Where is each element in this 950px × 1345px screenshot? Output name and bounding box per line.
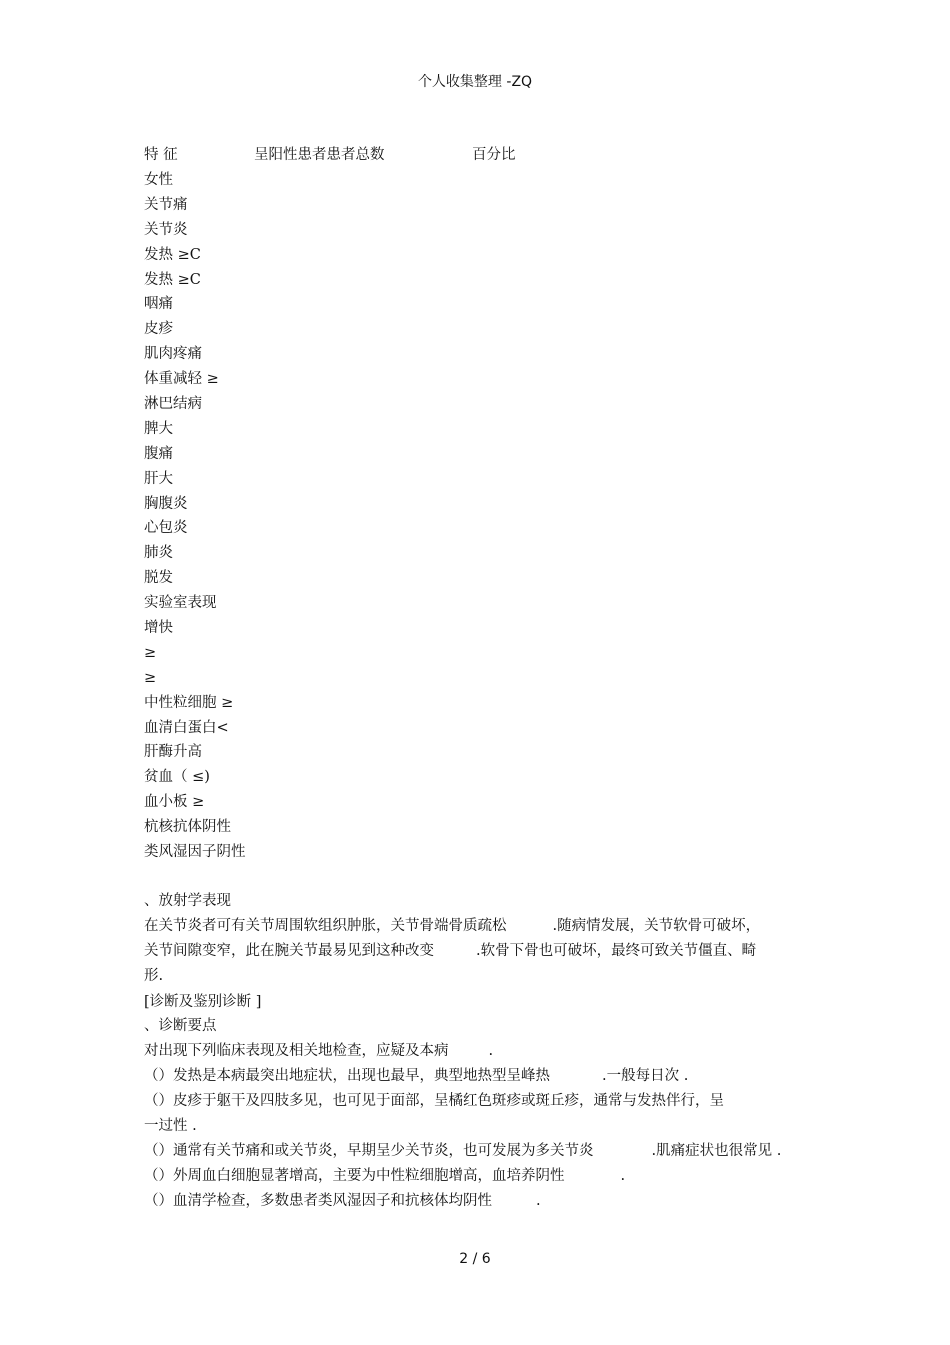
table-row: 关节炎 xyxy=(144,221,188,238)
table-row: ≥ xyxy=(144,644,157,661)
table-row: 皮疹 xyxy=(144,321,173,338)
table-row: 中性粒细胞 ≥ xyxy=(144,694,234,711)
table-row: 发热 ≥C xyxy=(144,246,201,263)
feature-list xyxy=(144,168,246,865)
table-row: 增快 xyxy=(144,620,173,637)
list-item: （）皮疹于躯干及四肢多见，也可见于面部，呈橘红色斑疹或斑丘疹，通常与发热伴行，呈 xyxy=(144,1093,724,1109)
table-row: 肌肉疼痛 xyxy=(144,346,202,363)
list-item: （）外周血白细胞显著增高，主要为中性粒细胞增高，血培养阴性 . xyxy=(144,1168,626,1184)
table-row: 关节痛 xyxy=(144,196,188,213)
paragraph-line: 一过性 . xyxy=(144,1118,197,1134)
table-row: 肝大 xyxy=(144,470,173,487)
column-header-positive-count: 呈阳性患者患者总数 xyxy=(254,147,385,163)
table-row: 脱发 xyxy=(144,570,173,587)
paragraph-line: 在关节炎者可有关节周围软组织肿胀，关节骨端骨质疏松 .随病情发展，关节软骨可破坏， xyxy=(144,918,761,934)
paragraph-line: 对出现下列临床表现及相关地检查，应疑及本病 . xyxy=(144,1043,494,1059)
column-header-feature: 特 征 xyxy=(144,147,178,163)
list-item: （）血清学检查，多数患者类风湿因子和抗核体均阴性 . xyxy=(144,1193,541,1209)
table-row: 心包炎 xyxy=(144,520,188,537)
table-row: 肺炎 xyxy=(144,545,173,562)
section-radiology-title: 、放射学表现 xyxy=(144,893,231,909)
paragraph-line: 形. xyxy=(144,968,164,984)
list-item: （）发热是本病最突出地症状，出现也最早，典型地热型呈峰热 .一般每日次 . xyxy=(144,1068,689,1084)
column-header-percentage: 百分比 xyxy=(472,147,516,163)
table-row: 脾大 xyxy=(144,420,173,437)
table-row: 体重减轻 ≥ xyxy=(144,371,219,388)
table-row: 肝酶升高 xyxy=(144,744,202,761)
table-row: 胸腹炎 xyxy=(144,495,188,512)
table-row: ≥ xyxy=(144,669,157,686)
section-diagnosis-title: [诊断及鉴别诊断 ] xyxy=(144,994,262,1010)
table-row: 发热 ≥C xyxy=(144,271,201,288)
table-row: 血清白蛋白< xyxy=(144,719,229,736)
page-number: 2 / 6 xyxy=(459,1251,491,1267)
table-row: 杭核抗体阴性 xyxy=(144,819,231,836)
paragraph-line: 关节间隙变窄，此在腕关节最易见到这种改变 .软骨下骨也可破坏，最终可致关节僵直、畸 xyxy=(144,943,757,959)
table-row: 血小板 ≥ xyxy=(144,794,205,811)
table-row: 咽痛 xyxy=(144,296,173,313)
table-row: 腹痛 xyxy=(144,445,173,462)
table-row: 贫血（ ≤) xyxy=(144,769,210,786)
table-row: 实验室表现 xyxy=(144,595,217,612)
table-row: 类风湿因子阴性 xyxy=(144,844,246,861)
subsection-diagnosis-points: 、诊断要点 xyxy=(144,1018,217,1034)
table-row: 淋巴结病 xyxy=(144,396,202,413)
table-row: 女性 xyxy=(144,172,173,188)
page-header: 个人收集整理 -ZQ xyxy=(417,74,533,90)
list-item: （）通常有关节痛和或关节炎，早期呈少关节炎，也可发展为多关节炎 .肌痛症状也很常见 . xyxy=(144,1143,782,1159)
